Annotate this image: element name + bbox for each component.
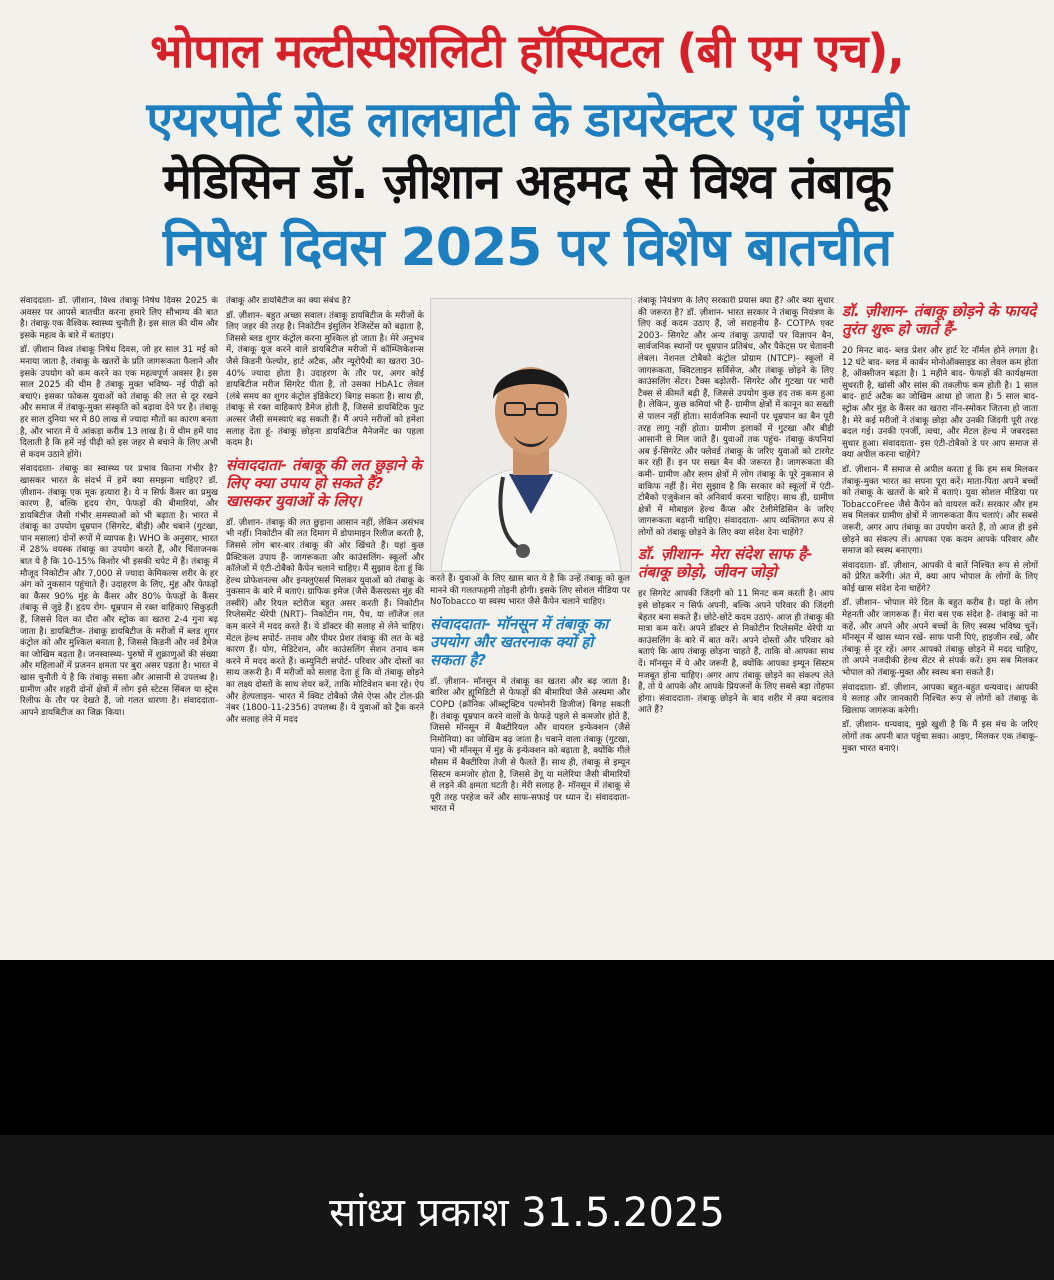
headline-line-3: मेडिसिन डॉ. ज़ीशान अहमद से विश्व तंबाकू xyxy=(163,154,891,210)
subheading-quit-tips: संवाददाता- तंबाकू की लत छुड़ाने के लिए क्या उपाय हो सकते हैं? खासकर युवाओं के लिए। xyxy=(226,455,422,510)
column-3 xyxy=(430,574,630,819)
paragraph: 20 मिनट बाद- ब्लड प्रेशर और हार्ट रेट नॉर्मल होने लगता है। 12 घंटे बाद- ब्लड में कार्बन मोनोऑक्साइड का लेवल कम होता है, ऑक्सीजन बढ़ता है। 1 महीने बाद- फेफड़ों की कार्यक्षमता सुधरती है, खांसी और सांस की तकलीफ कम होती है। 1 साल बाद- हार्ट अटैक का जोखिम आधा हो जाता है। 5 साल बाद- स्ट्रोक और मुंह के कैंसर का खतरा नॉन-स्मोकर जितना हो जाता है। मेरे कई मरीजों ने तंबाकू छोड़ा और उनकी जिंदगी पूरी तरह बदल गई। उनकी एनर्जी, त्वचा, और मेंटल हेल्थ में जबरदस्त सुधार हुआ। संवाददाता- इस एंटी-टोबैको डे पर आप समाज से क्या अपील करना चाहेंगे? xyxy=(842,346,1038,461)
paragraph: करते हैं। युवाओं के लिए खास बात ये है कि उन्हें तंबाकू को कूल मानने की गलतफहमी तोड़नी होगी। इसके लिए सोशल मीडिया पर NoTobacco या स्वस्थ भारत जैसे कैंपेन चलाने चाहिए। xyxy=(430,574,630,608)
paragraph: डॉ. ज़ीशान- धन्यवाद, मुझे खुशी है कि मैं इस मंच के जरिए लोगों तक अपनी बात पहुंचा सका। आइए, मिलकर एक तंबाकू-मुक्त भारत बनाएं। xyxy=(842,720,1038,754)
paragraph: डॉ. ज़ीशान- मैं समाज से अपील करता हूं कि हम सब मिलकर तंबाकू-मुक्त भारत का सपना पूरा करें। माता-पिता अपने बच्चों को तंबाकू के खतरों के बारे में बताएं। युवा सोशल मीडिया पर TobaccoFree जैसे कैंपेन को वायरल करें। सरकार और हम सब मिलकर ग्रामीण क्षेत्रों में जागरूकता कैंप चलाएं। और सबसे जरूरी, अगर आप तंबाकू का उपयोग करते हैं, तो आज ही इसे छोड़ने का संकल्प लें। आपका एक कदम आपके परिवार और समाज को स्वस्थ बनाएगा। xyxy=(842,464,1038,557)
doctor-portrait-illustration xyxy=(431,299,631,571)
subheading-benefits: डॉ. ज़ीशान- तंबाकू छोड़ने के फायदे तुरंत शुरू हो जाते हैं- xyxy=(842,302,1037,338)
column-5 xyxy=(842,296,1038,951)
paragraph: संवाददाता- डॉ. ज़ीशान, आपकी ये बातें निश्चित रूप से लोगों को प्रेरित करेंगी। अंत में, क्या आप भोपाल के लोगों के लिए कोई खास संदेश देना चाहेंगे? xyxy=(842,560,1038,594)
headline-line-2: एयरपोर्ट रोड लालघाटी के डायरेक्टर एवं एमडी xyxy=(146,92,908,148)
paragraph: डॉ. ज़ीशान- बहुत अच्छा सवाल। तंबाकू डायबिटीज के मरीजों के लिए जहर की तरह है। निकोटीन इंसुलिन रेजिस्टेंस को बढ़ाता है, जिससे ब्लड शुगर कंट्रोल करना मुश्किल हो जाता है। मेरे अनुभव में, तंबाकू यूज करने वाले डायबिटीज मरीजों में कॉम्प्लिकेशन्स जैसे किडनी फेल्योर, हार्ट अटैक, और न्यूरोपैथी का खतरा 30-40% ज्यादा होता है। उदाहरण के तौर पर, अगर कोई डायबिटीज मरीज सिगरेट पीता है, तो उसका HbA1c लेवल (लंबे समय का शुगर कंट्रोल इंडिकेटर) बिगड़ सकता है। साथ ही, तंबाकू से रक्त वाहिकाएं डैमेज होती हैं, जिससे डायबिटिक फुट अल्सर जैसी समस्याएं बढ़ सकती हैं। मैं अपने मरीजों को हमेशा सलाह देता हूं- तंबाकू छोड़ना डायबिटीज मैनेजमेंट का पहला कदम है। xyxy=(226,310,424,449)
paragraph: संवाददाता- डॉ. ज़ीशान, आपका बहुत-बहुत धन्यवाद। आपकी ये सलाह और जानकारी निश्चित रूप से लोगों को तंबाकू के खिलाफ जागरूक करेगी। xyxy=(842,682,1038,716)
paragraph: डॉ. ज़ीशान विश्व तंबाकू निषेध दिवस, जो हर साल 31 मई को मनाया जाता है, तंबाकू के खतरों के प्रति जागरूकता फैलाने और इसके उपयोग को कम करने का एक महत्वपूर्ण अवसर है। इस साल 2025 की थीम है तंबाकू मुक्त भविष्य- नई पीढ़ी को बचाएं। इसका फोकस युवाओं को तंबाकू की लत से दूर रखने और समाज में तंबाकू-मुक्त संस्कृति को बढ़ावा देने पर है। तंबाकू हर साल दुनिया भर में 80 लाख से ज्यादा मौतों का कारण बनता है, और भारत में ये आंकड़ा करीब 13 लाख है। ये थीम हमें याद दिलाती है कि हमें नई पीढ़ी को इस जहर से बचाने के लिए अभी से कदम उठाने होंगे। xyxy=(20,345,218,460)
subheading-monsoon: संवाददाता- मॉनसून में तंबाकू का उपयोग और खतरनाक क्यों हो सकता है? xyxy=(430,614,609,669)
column-2 xyxy=(226,296,424,951)
headline-line-1: भोपाल मल्टीस्पेशलिटी हॉस्पिटल (बी एम एच), xyxy=(150,24,904,78)
doctor-photo xyxy=(430,298,632,572)
column-4 xyxy=(638,296,834,951)
headline xyxy=(0,6,1054,278)
paragraph: तंबाकू नियंत्रण के लिए सरकारी प्रयास क्या हैं? और क्या सुधार की जरूरत है? डॉ. ज़ीशान- भारत सरकार ने तंबाकू नियंत्रण के लिए कई कदम उठाए हैं, जो सराहनीय हैं- COTPA एक्ट 2003- सिगरेट और अन्य तंबाकू उत्पादों पर विज्ञापन बैन, सार्वजनिक स्थानों पर धूम्रपान प्रतिबंध, और पैकेट्स पर चेतावनी लेबल। नेशनल टोबैको कंट्रोल प्रोग्राम (NTCP)- स्कूलों में जागरूकता, क्विटलाइन सर्विसेज, और तंबाकू छोड़ने के लिए काउंसलिंग सेंटर। टैक्स बढ़ोतरी- सिगरेट और गुटखा पर भारी टैक्स से कीमतें बढ़ी हैं, जिससे उपयोग कुछ हद तक कम हुआ है। लेकिन, कुछ कमियां भी हैं- ग्रामीण क्षेत्रों में कानून का सख्ती से पालन नहीं होता। सार्वजनिक स्थानों पर धूम्रपान का बैन पूरी तरह लागू नहीं होता। ग्रामीण इलाकों में गुटखा और बीड़ी आसानी से मिल जाते हैं। युवाओं तक पहुंच- तंबाकू कंपनियां अब ई-सिगरेट और फ्लेवर्ड तंबाकू के जरिए युवाओं को टारगेट कर रही हैं। इन पर सख्त बैन की जरूरत है। जागरूकता की कमी- ग्रामीण और स्लम क्षेत्रों में लोग तंबाकू के पूरे नुकसान से वाकिफ नहीं हैं। मेरा सुझाव है कि सरकार को स्कूलों में एंटी-टोबैको एजुकेशन को अनिवार्य करना चाहिए। साथ ही, ग्रामीण क्षेत्रों में मोबाइल हेल्थ कैंप्स और टेलीमेडिसिन के जरिए जागरूकता बढ़ानी चाहिए। संवाददाता- आप व्यक्तिगत रूप से लोगों को तंबाकू छोड़ने के लिए क्या संदेश देना चाहेंगे? xyxy=(638,296,834,538)
paragraph: संवाददाता- डॉ. ज़ीशान, विश्व तंबाकू निषेध दिवस 2025 के अवसर पर आपसे बातचीत करना हमारे लिए सौभाग्य की बात है। तंबाकू एक वैश्विक स्वास्थ्य चुनौती है। इस साल की थीम और इसके महत्व के बारे में बताइए। xyxy=(20,296,218,341)
headline-line-4: निषेध दिवस 2025 पर विशेष बातचीत xyxy=(162,218,892,278)
column-1 xyxy=(20,296,218,951)
paragraph: संवाददाता- तंबाकू का स्वास्थ्य पर प्रभाव कितना गंभीर है? खासकर भारत के संदर्भ में हमें क्या समझना चाहिए? डॉ. ज़ीशान- तंबाकू एक मूक हत्यारा है। ये न सिर्फ कैंसर का प्रमुख कारण है, बल्कि हृदय रोग, फेफड़ों की बीमारियां, और डायबिटीज जैसी गंभीर समस्याओं को भी बढ़ाता है। भारत में तंबाकू का उपयोग धूम्रपान (सिगरेट, बीड़ी) और चबाने (गुटखा, पान मसाला) दोनों रूपों में व्यापक है। WHO के अनुसार, भारत में 28% वयस्क तंबाकू का उपयोग करते हैं, और चिंताजनक बात ये है कि 10-15% किशोर भी इसकी चपेट में हैं। तंबाकू में मौजूद निकोटीन और 7,000 से ज्यादा केमिकल्स शरीर के हर अंग को नुकसान पहुंचाते हैं। उदाहरण के लिए, मुंह और फेफड़ों का कैंसर 90% मुंह के कैंसर और 80% फेफड़ों के कैंसर तंबाकू से जुड़े हैं। हृदय रोग- धूम्रपान से रक्त वाहिकाएं सिकुड़ती हैं, जिससे दिल का दौरा और स्ट्रोक का खतरा 2-4 गुना बढ़ जाता है। डायबिटीज- तंबाकू डायबिटीज के मरीजों में ब्लड शुगर कंट्रोल को और मुश्किल बनाता है, जिससे किडनी और नर्व डैमेज का जोखिम बढ़ता है। जनस्वास्थ्य- पुरुषों में शुक्राणुओं की संख्या और महिलाओं में प्रजनन क्षमता पर बुरा असर पड़ता है। भारत में खास चुनौती ये है कि तंबाकू सस्ता और आसानी से उपलब्ध है। ग्रामीण और शहरी दोनों क्षेत्रों में लोग इसे स्टेटस सिंबल या स्ट्रेस रिलीफ के तौर पर देखते हैं, जो गलत धारणा है। संवाददाता- आपने डायबिटीज का जिक्र किया। xyxy=(20,464,218,718)
paragraph: डॉ. ज़ीशान- मॉनसून में तंबाकू का खतरा और बढ़ जाता है। बारिश और ह्यूमिडिटी से फेफड़ों की बीमारियां जैसे अस्थमा और COPD (क्रॉनिक ऑब्स्ट्रक्टिव पल्मोनरी डिजीज) बिगड़ सकती हैं। तंबाकू धूम्रपान करने वालों के फेफड़े पहले से कमजोर होते हैं, जिससे मॉनसून में बैक्टीरियल और वायरल इन्फेक्शन (जैसे निमोनिया) का जोखिम बढ़ जाता है। चबाने वाला तंबाकू (गुटखा, पान) भी मॉनसून में मुंह के इन्फेक्शन को बढ़ाता है, क्योंकि गीले मौसम में बैक्टीरिया तेजी से फैलते हैं। साथ ही, तंबाकू से इम्यून सिस्टम कमजोर होता है, जिससे डेंगू या मलेरिया जैसी बीमारियों से लड़ने की क्षमता घटती है। मेरी सलाह है- मॉनसून में तंबाकू से पूरी तरह परहेज करें और साफ-सफाई पर ध्यान दें। संवाददाता- भारत में xyxy=(430,676,630,815)
paragraph: तंबाकू और डायबिटीज का क्या संबंध है? xyxy=(226,296,351,306)
subheading-message: डॉ. ज़ीशान- मेरा संदेश साफ है- तंबाकू छोड़ो, जीवन जोड़ो xyxy=(638,545,813,582)
paragraph: डॉ. ज़ीशान- भोपाल मेरे दिल के बहुत करीब है। यहां के लोग मेहनती और जागरूक हैं। मेरा बस एक संदेश है- तंबाकू को ना कहें, और अपने और अपने बच्चों के लिए स्वस्थ भविष्य चुनें। मॉनसून में खास ध्यान रखें- साफ पानी पिएं, हाइजीन रखें, और तंबाकू से दूर रहें। अगर आपको तंबाकू छोड़ने में मदद चाहिए, तो अपने नजदीकी हेल्थ सेंटर से संपर्क करें। हम सब मिलकर भोपाल को तंबाकू-मुक्त और स्वस्थ बना सकते हैं। xyxy=(842,598,1038,679)
paragraph: हर सिगरेट आपकी जिंदगी को 11 मिनट कम करती है। आप इसे छोड़कर न सिर्फ अपनी, बल्कि अपने परिवार की जिंदगी बेहतर बना सकते हैं। छोटे-छोटे कदम उठाएं- आज ही तंबाकू की मात्रा कम करें। अपने डॉक्टर से निकोटीन रिप्लेसमेंट थेरेपी या काउंसलिंग के बारे में बात करें। अपने दोस्तों और परिवार को बताएं कि आप तंबाकू छोड़ना चाहते हैं, ताकि वो आपका साथ दें। मॉनसून में ये और जरूरी है, क्योंकि आपका इम्यून सिस्टम मजबूत होना चाहिए। अगर आप तंबाकू छोड़ने का संकल्प लेते हैं, तो ये आपके और आपके प्रियजनों के लिए सबसे बड़ा तोहफा होगा। संवाददाता- तंबाकू छोड़ने के बाद शरीर में क्या बदलाव आते हैं? xyxy=(638,589,834,716)
paragraph: डॉ. ज़ीशान- तंबाकू की लत छुड़ाना आसान नहीं, लेकिन असंभव भी नहीं। निकोटीन की लत दिमाग में डोपामाइन रिलीज करती है, जिससे लोग बार-बार तंबाकू की ओर खिंचते हैं। यहां कुछ प्रैक्टिकल उपाय हैं- जागरूकता और काउंसलिंग- स्कूलों और कॉलेजों में एंटी-टोबैको कैंपेन चलाने चाहिए। मैं सुझाव देता हूं कि हेल्थ प्रोफेशनल्स और इन्फ्लुएंसर्स मिलकर युवाओं को तंबाकू के नुकसान के बारे में बताएं। ग्राफिक इमेज (जैसे कैंसरग्रस्त मुंह की तस्वीरें) और रियल स्टोरीज बहुत असर करती हैं। निकोटीन रिप्लेसमेंट थेरेपी (NRT)- निकोटीन गम, पैच, या लॉजेंज लत कम करने में मदद करते हैं। ये डॉक्टर की सलाह से लेने चाहिए। मेंटल हेल्थ सपोर्ट- तनाव और पीयर प्रेशर तंबाकू की लत के बड़े कारण हैं। योग, मेडिटेशन, और काउंसलिंग सेशन तनाव कम करने में मदद करते हैं। कम्युनिटी सपोर्ट- परिवार और दोस्तों का साथ जरूरी है। मैं मरीजों को सलाह देता हूं कि वो तंबाकू छोड़ने का लक्ष्य दोस्तों के साथ शेयर करें, ताकि मोटिवेशन बना रहे। ऐप और हेल्पलाइन- भारत में क्विट टोबैको जैसे ऐप्स और टोल-फ्री नंबर (1800-11-2356) उपलब्ध हैं। ये युवाओं को ट्रैक करने और सलाह लेने में मदद xyxy=(226,517,424,725)
newspaper-caption: सांध्य प्रकाश 31.5.2025 xyxy=(329,1190,725,1236)
